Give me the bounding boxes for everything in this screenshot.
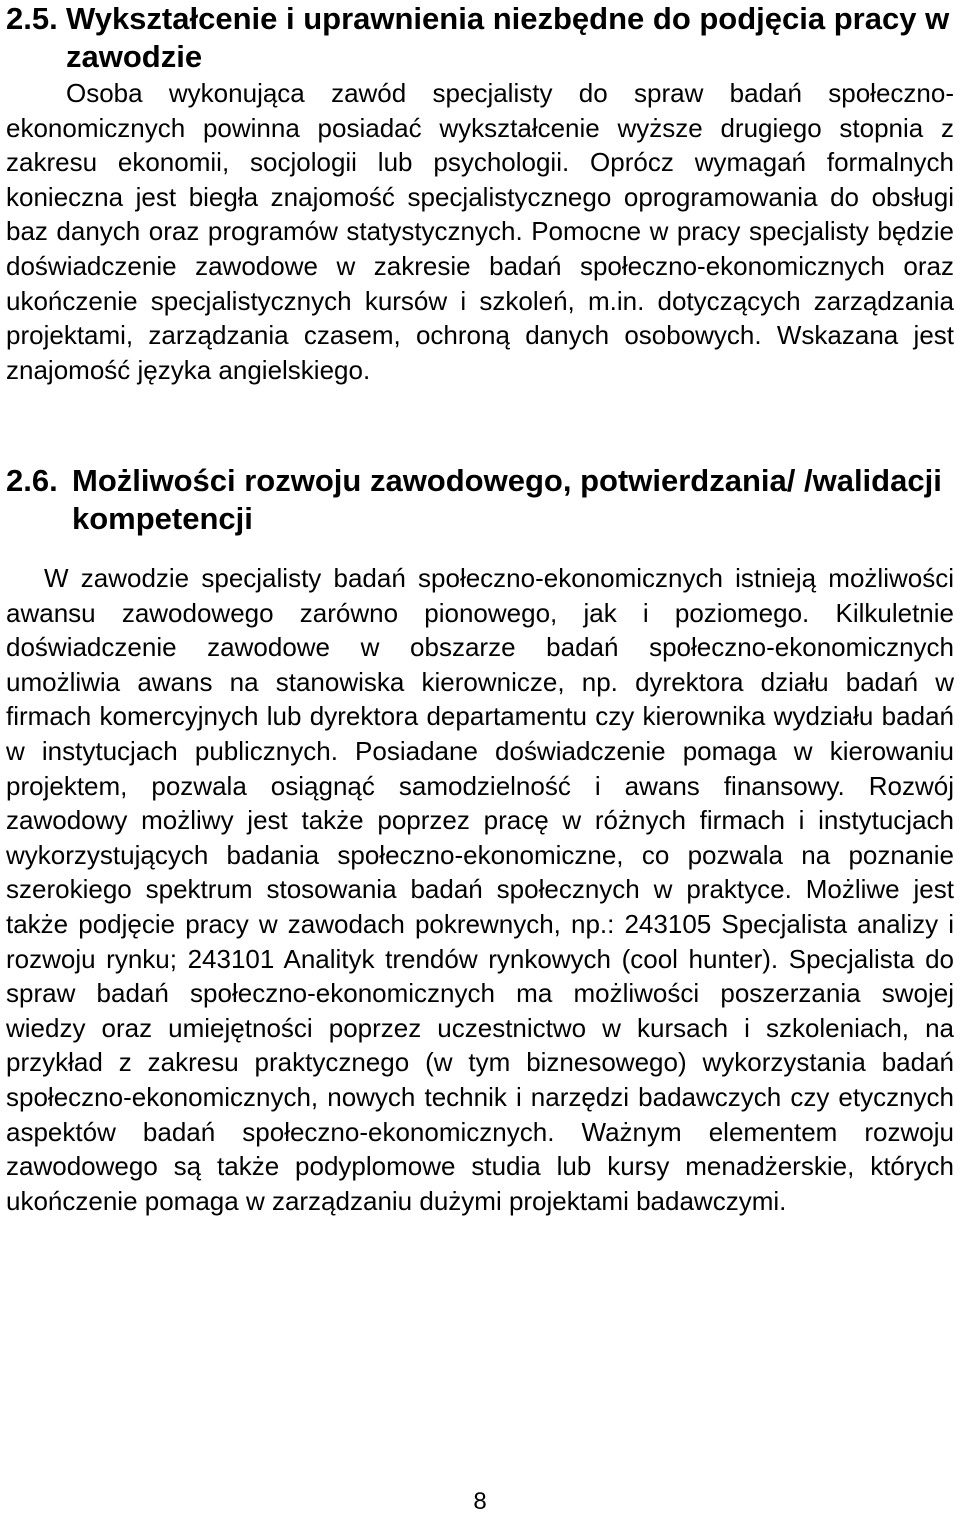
section-title: Wykształcenie i uprawnienia niezbędne do podjęcia pracy w zawodzie <box>66 1 950 74</box>
section-number: 2.6. <box>6 463 58 498</box>
section-number: 2.5. <box>6 1 58 36</box>
section-title: Możliwości rozwoju zawodowego, potwierdzania/ /walidacji kompetencji <box>72 463 942 536</box>
section-body-paragraph: Osoba wykonująca zawód specjalisty do spraw badań społeczno-ekonomicznych powinna posiadać wykształcenie wyższe drugiego stopnia z zakresu ekonomii, socjologii lub psychologii. Oprócz wymagań formalnych konieczna jest biegła znajomość specjalistycznego oprogramowania do obsługi baz danych oraz programów statystycznych. Pomocne w pracy specjalisty będzie doświadczenie zawodowe w zakresie badań społeczno-ekonomicznych oraz ukończenie specjalistycznych kursów i szkoleń, m.in. dotyczących zarządzania projektami, zarządzania czasem, ochroną danych osobowych. Wskazana jest znajomość języka angielskiego. <box>6 78 954 385</box>
section-heading-2-6 <box>6 462 956 538</box>
section-heading-2-5 <box>6 0 956 76</box>
page-number: 8 <box>473 1488 487 1515</box>
section-body-paragraph: W zawodzie specjalisty badań społeczno-ekonomicznych istnieją możliwości awansu zawodowego zarówno pionowego, jak i poziomego. Kilkuletnie doświadczenie zawodowe w obszarze badań społeczno-ekonomicznych umożliwia awans na stanowiska kierownicze, np. dyrektora działu badań w firmach komercyjnych lub dyrektora departamentu czy kierownika wydziału badań w instytucjach publicznych. Posiadane doświadczenie pomaga w kierowaniu projektem, pozwala osiągnąć samodzielność i awans finansowy. Rozwój zawodowy możliwy jest także poprzez pracę w różnych firmach i instytucjach wykorzystujących badania społeczno-ekonomiczne, co pozwala na poznanie szerokiego spektrum stosowania badań społecznych w praktyce. Możliwe jest także podjęcie pracy w zawodach pokrewnych, np.: 243105 Specjalista analizy i rozwoju rynku; 243101 Analityk trendów rynkowych (cool hunter). Specjalista do spraw badań społeczno-ekonomicznych ma możliwości poszerzania swojej wiedzy oraz umiejętności poprzez uczestnictwo w kursach i szkoleniach, na przykład z zakresu praktycznego (w tym biznesowego) wykorzystania badań społeczno-ekonomicznych, nowych technik i narzędzi badawczych czy etycznych aspektów badań społeczno-ekonomicznych. Ważnym elementem rozwoju zawodowego są także podyplomowe studia lub kursy menadżerskie, których ukończenie pomaga w zarządzaniu dużymi projektami badawczymi. <box>6 563 954 1216</box>
